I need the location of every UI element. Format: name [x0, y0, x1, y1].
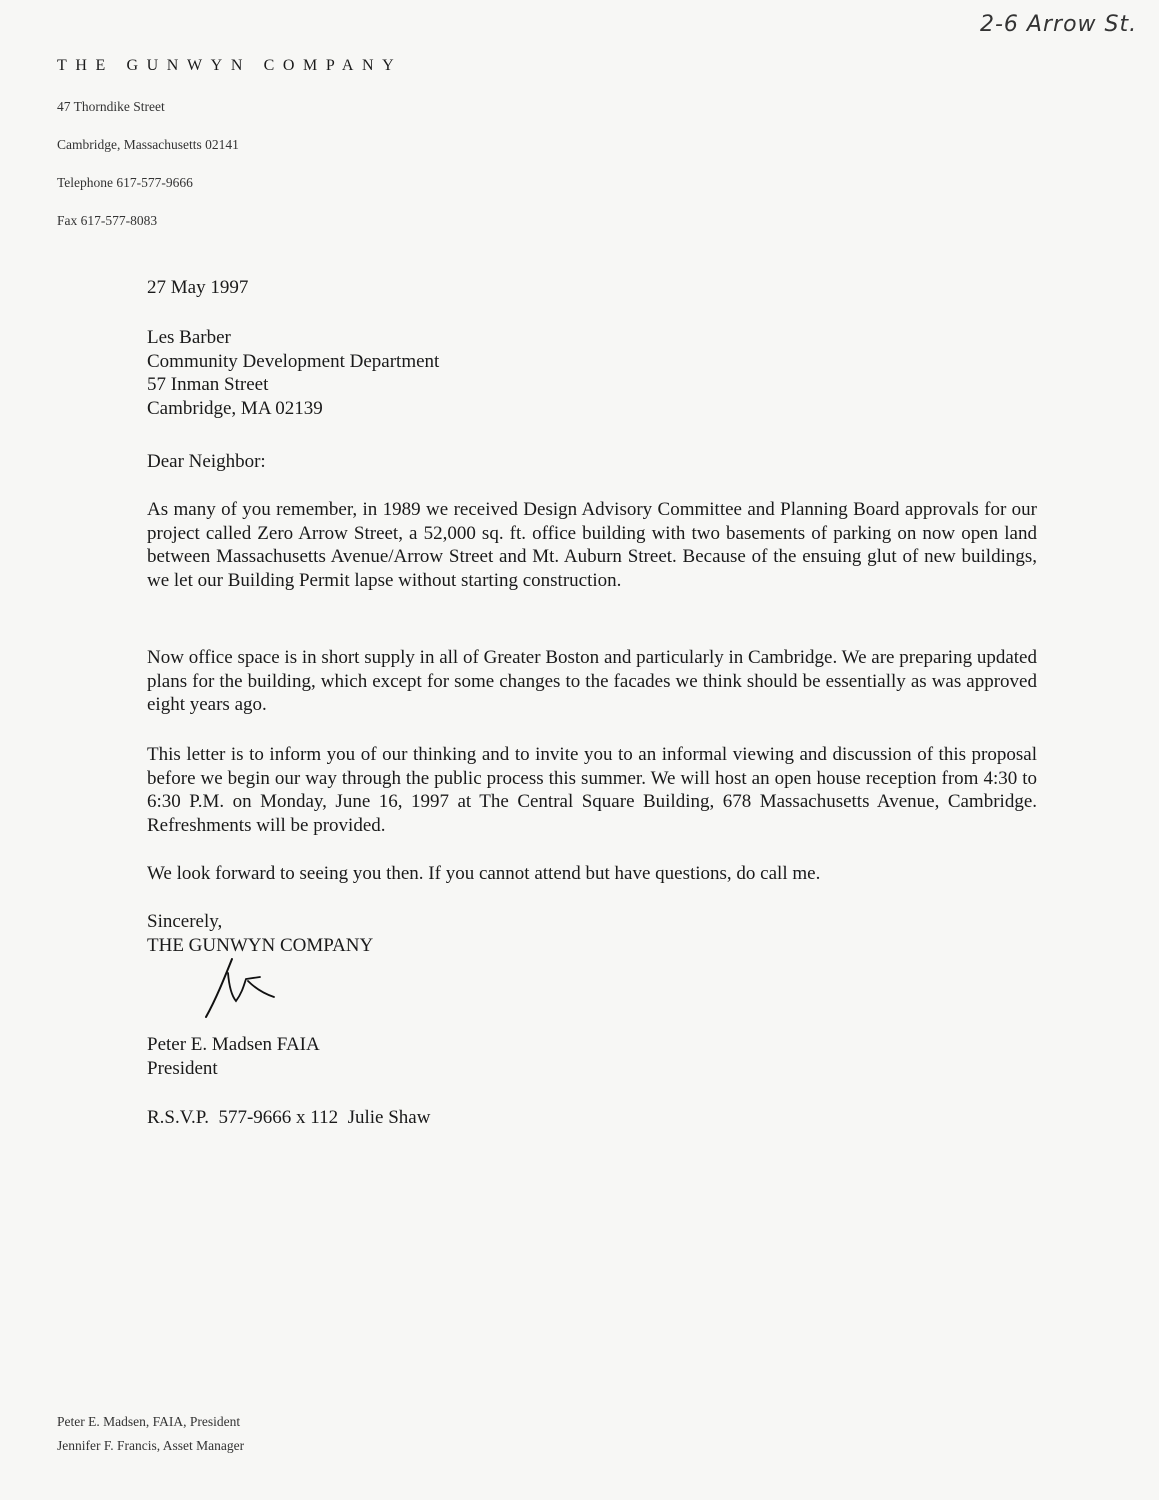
handwritten-signature [198, 955, 288, 1023]
salutation: Dear Neighbor: [147, 451, 266, 472]
letterhead-fax: Fax 617-577-8083 [57, 213, 158, 228]
paragraph-4: We look forward to seeing you then. If you cannot attend but have questions, do call me. [147, 863, 821, 884]
letterhead-street: 47 Thorndike Street [57, 99, 165, 114]
valediction: Sincerely, [147, 911, 223, 932]
footer-line-1: Peter E. Madsen, FAIA, President [57, 1414, 241, 1429]
signer-block [147, 1033, 1037, 1080]
recipient-city: Cambridge, MA 02139 [147, 397, 323, 419]
footer-line-2: Jennifer F. Francis, Asset Manager [57, 1438, 245, 1453]
paragraph-1: As many of you remember, in 1989 we received Design Advisory Committee and Planning Board approvals for our project called Zero Arrow Street, a 52,000 sq. ft. office building with two basements of parking on now open land between Massachusetts Avenue/Arrow Street and Mt. Auburn Street. Because of the ensuing glut of new buildings, we let our Building Permit lapse without starting construction. [147, 499, 1037, 591]
recipient-address [147, 326, 1037, 420]
letterhead-company: THE GUNWYN COMPANY [57, 57, 403, 74]
letter-date: 27 May 1997 [147, 277, 249, 298]
closing-company: THE GUNWYN COMPANY [147, 934, 374, 956]
recipient-name: Les Barber [147, 327, 231, 348]
letterhead-footer [57, 1410, 244, 1458]
paragraph-3: This letter is to inform you of our thinking and to invite you to an informal viewing and discussion of this proposal before we begin our way through the public process this summer. We will host an open house reception from 4:30 to 6:30 P.M. on Monday, June 16, 1997 at The Central Square Building, 678 Massachusetts Avenue, Cambridge. Refreshments will be provided. [147, 744, 1037, 836]
paragraph-2: Now office space is in short supply in all of Greater Boston and particularly in Cambridge. We are preparing updated plans for the building, which except for some changes to the facades we think should be essentially as was approved eight years ago. [147, 647, 1037, 715]
signer-name: Peter E. Madsen FAIA [147, 1034, 320, 1055]
recipient-department: Community Development Department [147, 350, 440, 372]
letterhead-telephone: Telephone 617-577-9666 [57, 175, 193, 190]
signer-title: President [147, 1057, 218, 1079]
closing [147, 910, 1037, 957]
handwritten-note: 2-6 Arrow St. [980, 12, 1138, 37]
recipient-street: 57 Inman Street [147, 374, 269, 395]
letterhead [57, 57, 402, 249]
letterhead-city: Cambridge, Massachusetts 02141 [57, 137, 239, 152]
rsvp-line: R.S.V.P. 577-9666 x 112 Julie Shaw [147, 1107, 431, 1128]
